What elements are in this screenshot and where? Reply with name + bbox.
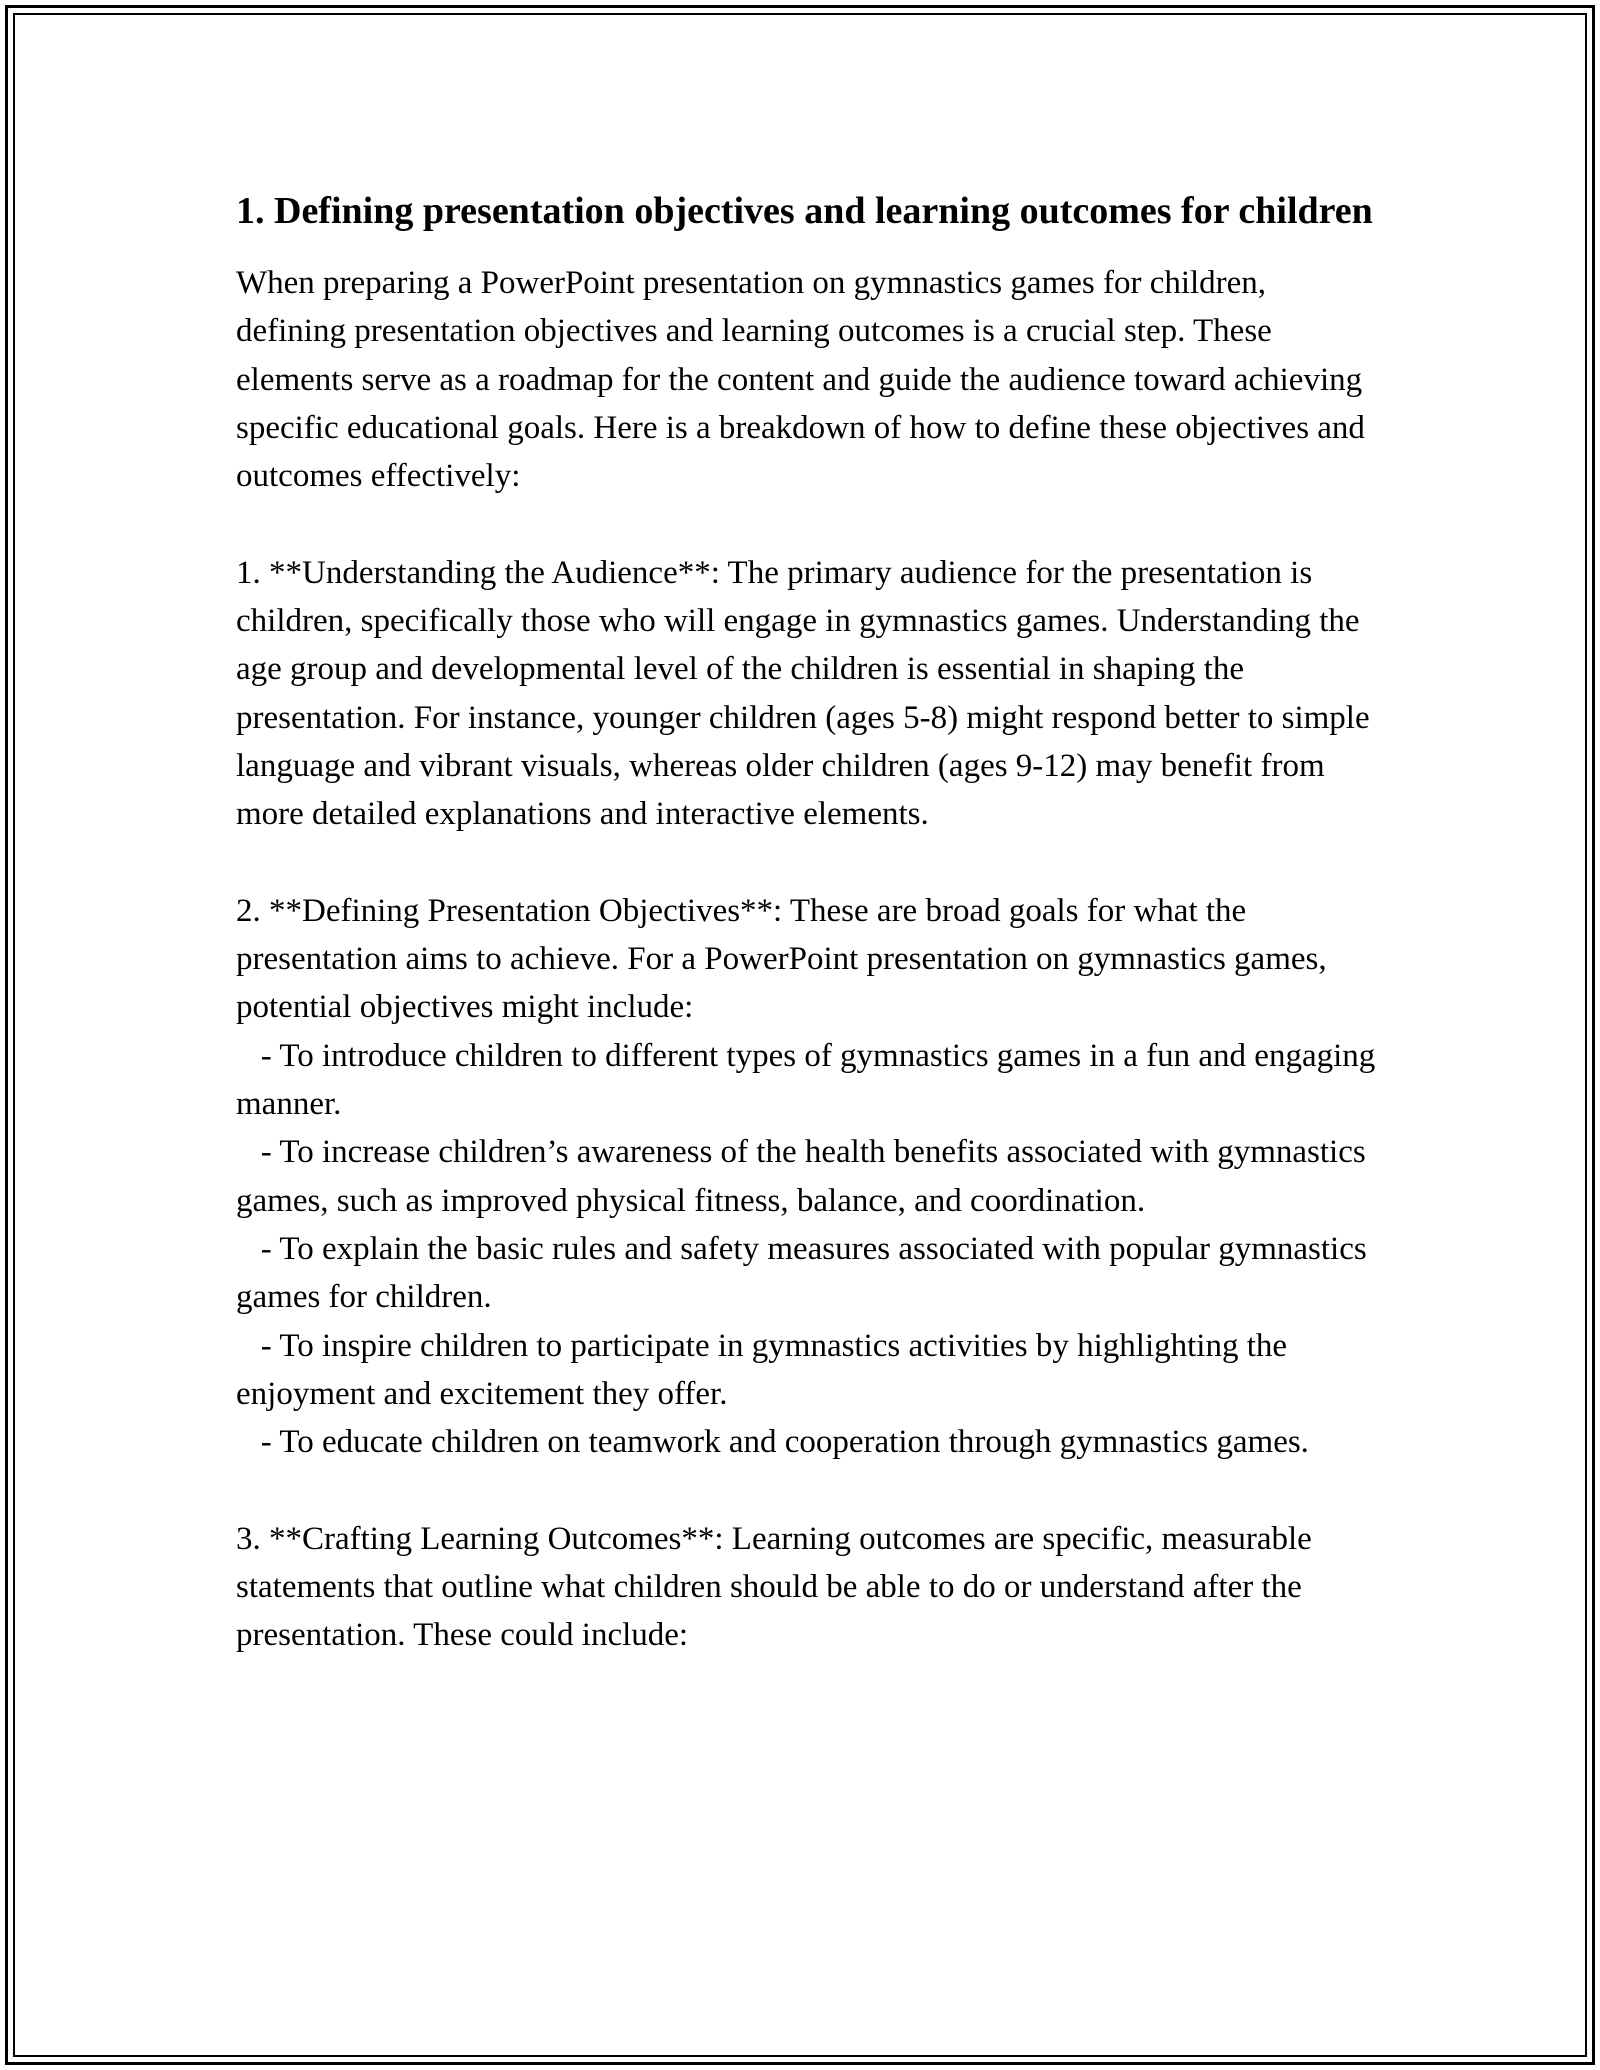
document-content [236,184,1376,1660]
body-text: When preparing a PowerPoint presentation on gymnastics games for children, defining presentation objectives and learning outcomes is a crucial step. These elements serve as a roadmap for the content and guide the audience toward achieving specific educational goals. Here is a breakdown of how to define these objectives and outcomes effectively: 1. **Understanding the Audience**: The primary audience for the presentation is children, specifically those who will engage in gymnastics games. Understanding the age group and developmental level of the children is essential in shaping the presentation. For instance, younger children (ages 5-8) might respond better to simple language and vibrant visuals, whereas older children (ages 9-12) may benefit from more detailed explanations and interactive elements. 2. **Defining Presentation Objectives**: These are broad goals for what the presentation aims to achieve. For a PowerPoint presentation on gymnastics games, potential objectives might include: - To introduce children to different types of gymnastics games in a fun and engaging manner. - To increase children’s awareness of the health benefits associated with gymnastics games, such as improved physical fitness, balance, and coordination. - To explain the basic rules and safety measures associated with popular gymnastics games for children. - To inspire children to participate in gymnastics activities by highlighting the enjoyment and excitement they offer. - To educate children on teamwork and cooperation through gymnastics games. 3. **Crafting Learning Outcomes**: Learning outcomes are specific, measurable statements that outline what children should be able to do or understand after the presentation. These could include: [236,265,1376,1654]
section-heading: 1. Defining presentation objectives and learning outcomes for children [236,190,1373,232]
